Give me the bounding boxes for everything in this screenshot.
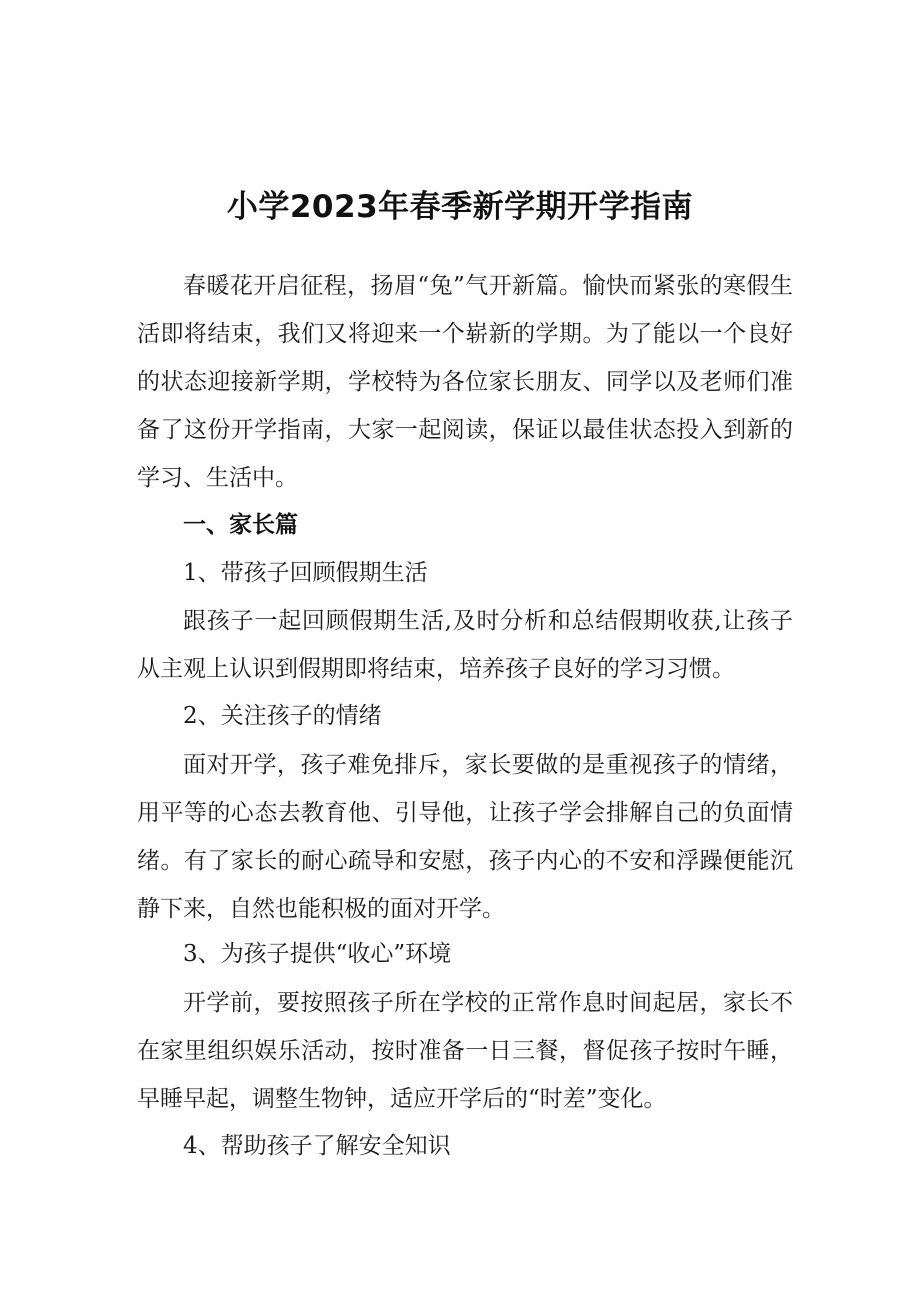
item-heading-3: 3、为孩子提供“收心”环境 (183, 941, 452, 967)
section-heading-parents: 一、家长篇 (183, 512, 298, 538)
item-heading-1: 1、带孩子回顾假期生活 (183, 560, 428, 586)
document-title: 小学2023年春季新学期开学指南 (226, 188, 694, 225)
item-paragraph-3: 开学前，要按照孩子所在学校的正常作息时间起居，家长不在家里组织娱乐活动，按时准备一日三餐，督促孩子按时午睡，早睡早起，调整生物钟，适应开学后的“时差”变化。 (137, 990, 793, 1112)
item-paragraph-2: 面对开学，孩子难免排斥，家长要做的是重视孩子的情绪，用平等的心态去教育他、引导他，让孩子学会排解自己的负面情绪。有了家长的耐心疏导和安慰，孩子内心的不安和浮躁便能沉静下来，自然也能积极的面对开学。 (137, 752, 793, 922)
item-heading-2: 2、关注孩子的情绪 (183, 703, 382, 729)
item-heading-4: 4、帮助孩子了解安全知识 (183, 1133, 451, 1159)
intro-paragraph: 春暖花开启征程，扬眉“兔”气开新篇。愉快而紧张的寒假生活即将结束，我们又将迎来一个崭新的学期。为了能以一个良好的状态迎接新学期，学校特为各位家长朋友、同学以及老师们准备了这份开学指南，大家一起阅读，保证以最佳状态投入到新的学习、生活中。 (137, 273, 793, 491)
item-paragraph-1: 跟孩子一起回顾假期生活,及时分析和总结假期收获,让孩子从主观上认识到假期即将结束，培养孩子良好的学习习惯。 (137, 608, 793, 682)
